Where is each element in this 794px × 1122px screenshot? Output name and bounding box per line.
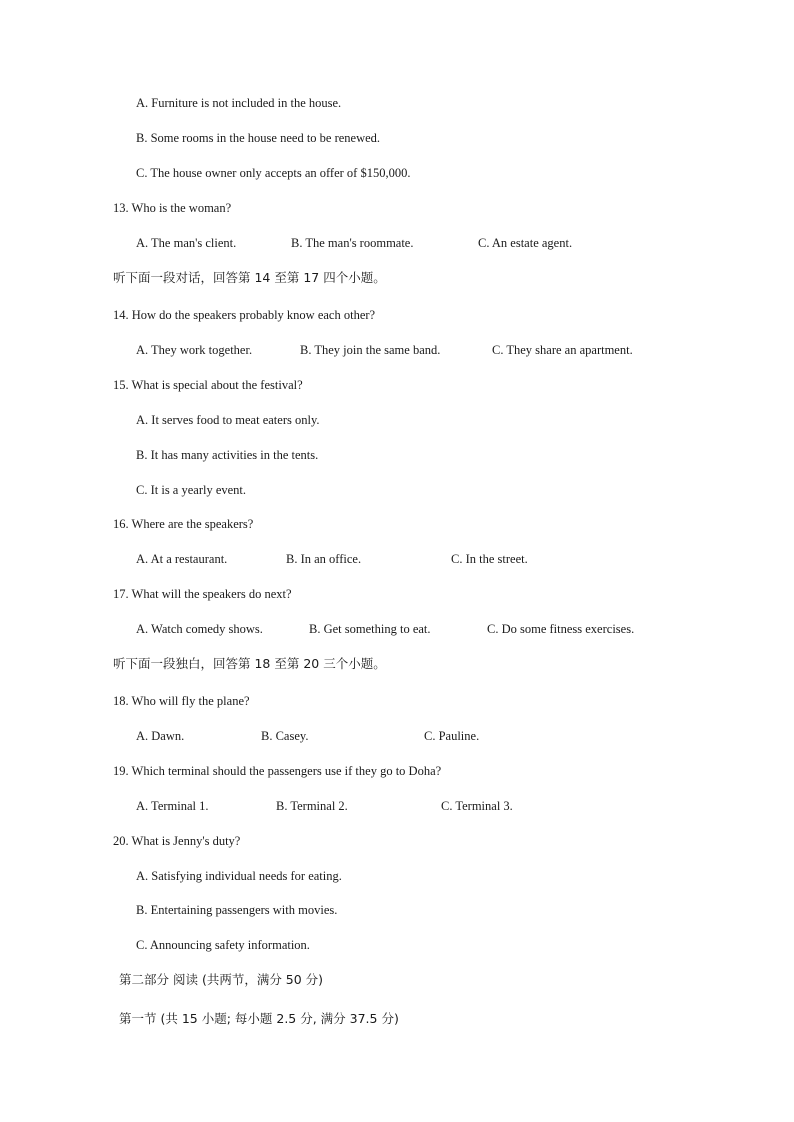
q14-option-a: A. They work together. — [136, 343, 253, 357]
q12-option-c: C. The house owner only accepts an offer of $150,000. — [136, 166, 411, 180]
q20-option-b: B. Entertaining passengers with movies. — [136, 903, 338, 917]
section-instruction-14-17: 听下面一段对话，回答第 14 至第 17 四个小题。 — [113, 270, 386, 285]
q18-question: 18. Who will fly the plane? — [113, 694, 250, 708]
q14-option-c: C. They share an apartment. — [492, 343, 633, 357]
q12-option-a: A. Furniture is not included in the house. — [136, 96, 342, 110]
part2-subtitle: 第一节 (共 15 小题; 每小题 2.5 分, 满分 37.5 分) — [119, 1011, 399, 1026]
q15-option-c: C. It is a yearly event. — [136, 483, 247, 497]
q19-question: 19. Which terminal should the passengers use if they go to Doha? — [113, 764, 442, 778]
q18-option-b: B. Casey. — [261, 729, 309, 743]
q19-option-b: B. Terminal 2. — [276, 799, 348, 813]
q20-option-c: C. Announcing safety information. — [136, 938, 310, 952]
q20-option-a: A. Satisfying individual needs for eating. — [136, 869, 342, 883]
q17-option-b: B. Get something to eat. — [309, 622, 431, 636]
q16-option-b: B. In an office. — [286, 552, 362, 566]
q20-question: 20. What is Jenny's duty? — [113, 834, 241, 848]
q16-question: 16. Where are the speakers? — [113, 517, 254, 531]
q13-option-c: C. An estate agent. — [478, 236, 573, 250]
q19-option-c: C. Terminal 3. — [441, 799, 513, 813]
q14-option-b: B. They join the same band. — [300, 343, 441, 357]
q17-question: 17. What will the speakers do next? — [113, 587, 292, 601]
q12-option-b: B. Some rooms in the house need to be renewed. — [136, 131, 381, 145]
q13-question: 13. Who is the woman? — [113, 201, 232, 215]
q17-option-c: C. Do some fitness exercises. — [487, 622, 635, 636]
q16-option-c: C. In the street. — [451, 552, 528, 566]
section-instruction-18-20: 听下面一段独白，回答第 18 至第 20 三个小题。 — [113, 656, 386, 671]
q18-option-a: A. Dawn. — [136, 729, 185, 743]
part2-title: 第二部分 阅读 (共两节，满分 50 分) — [119, 972, 324, 987]
q13-option-a: A. The man's client. — [136, 236, 237, 250]
q13-option-b: B. The man's roommate. — [291, 236, 414, 250]
q16-option-a: A. At a restaurant. — [136, 552, 228, 566]
q14-question: 14. How do the speakers probably know each other? — [113, 308, 376, 322]
q19-option-a: A. Terminal 1. — [136, 799, 209, 813]
q17-option-a: A. Watch comedy shows. — [136, 622, 263, 636]
q15-option-b: B. It has many activities in the tents. — [136, 448, 319, 462]
q15-option-a: A. It serves food to meat eaters only. — [136, 413, 320, 427]
q18-option-c: C. Pauline. — [424, 729, 480, 743]
q15-question: 15. What is special about the festival? — [113, 378, 303, 392]
